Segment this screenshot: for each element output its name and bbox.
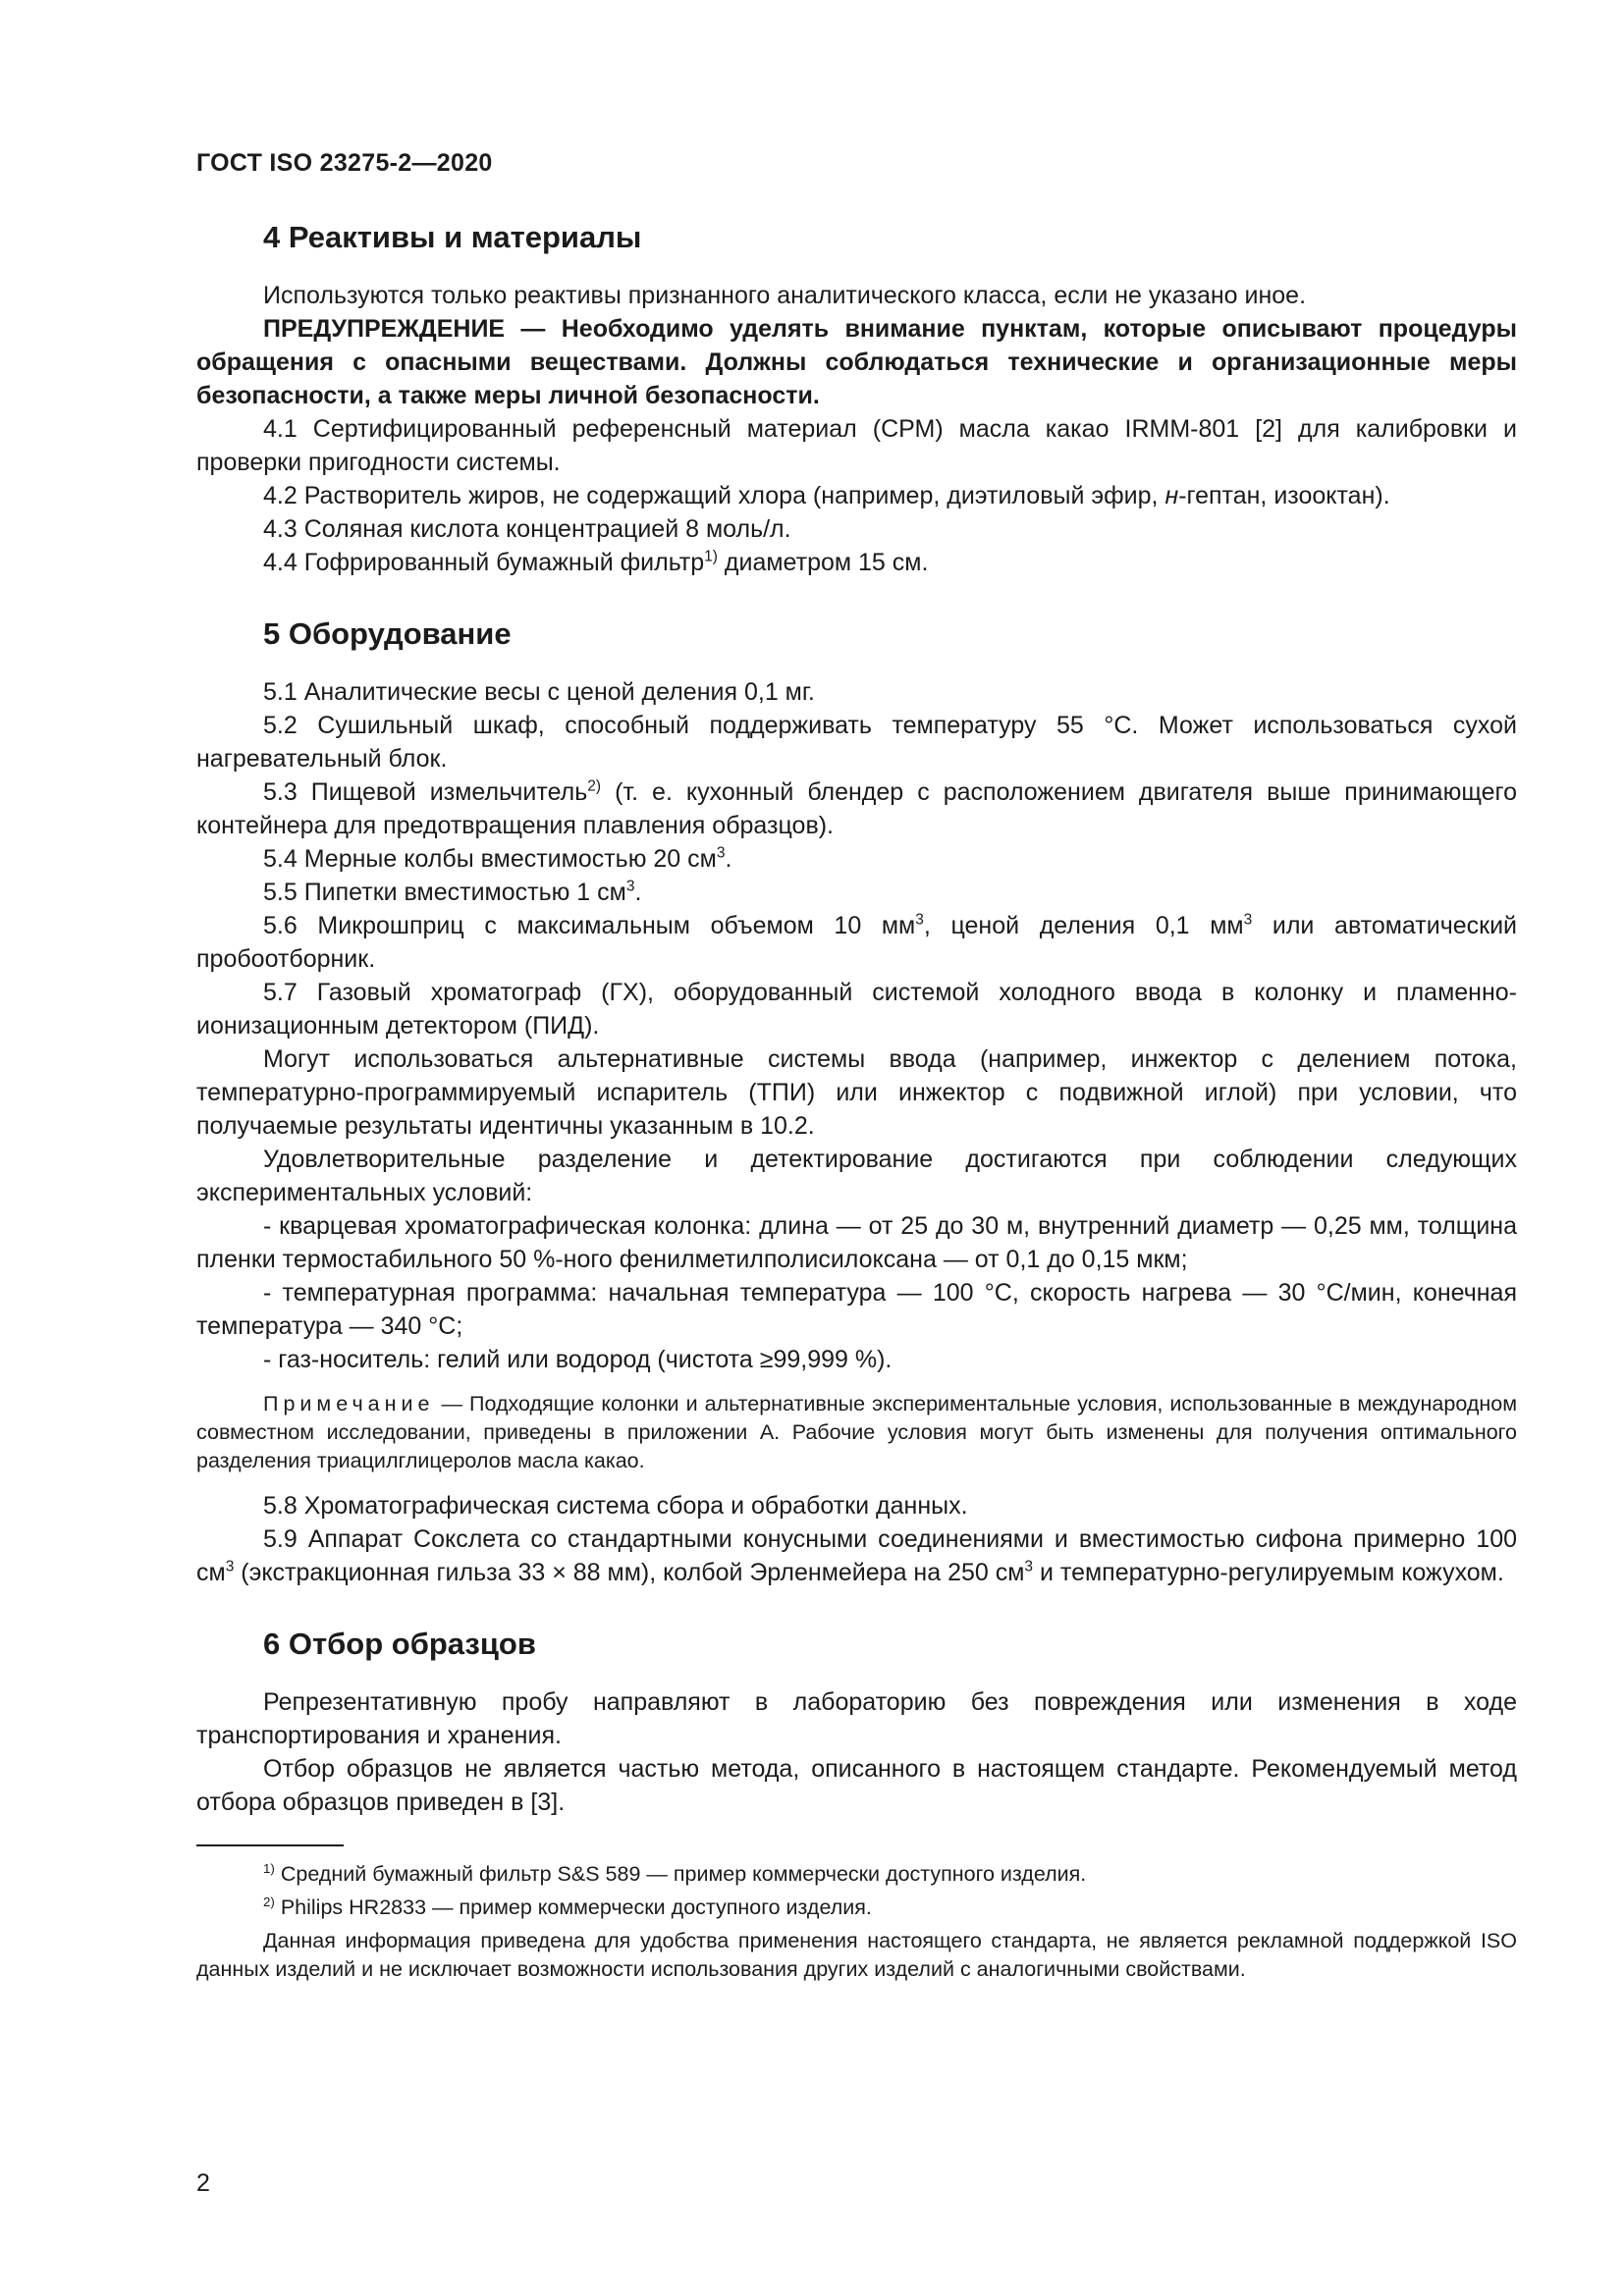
item-4-2: 4.2 Растворитель жиров, не содержащий хлора (например, диэтиловый эфир, н-гептан, изооктан).: [263, 482, 1390, 509]
item-4-4: 4.4 Гофрированный бумажный фильтр$^{1)}$ диаметром 15 см.: [263, 548, 929, 576]
footnote-divider: [196, 1844, 344, 1846]
document-page: [196, 0, 1517, 2296]
item-5-9: 5.9 Аппарат Сокслета со стандартными конусными соединениями и вместимостью сифона примерно 100 $см^3$ (экстракционная гильза 33 × 88 мм), колбой Эрленмейера на 250 $см^3$ и температурно-регулируемым кожухом.: [196, 1525, 1517, 1586]
footnote-ref-1: 1): [704, 548, 718, 565]
item-5-6: 5.6 Микрошприц с максимальным объемом 10 $мм^3$, ценой деления 0,1 $мм^3$ или автоматический пробоотборник.: [196, 911, 1517, 973]
sec5-note: Примечание — Подходящие колонки и альтернативные экспериментальные условия, использованные в международном совместном исследовании, приведены в приложении А. Рабочие условия могут быть изменены для получения оптимального разделения триацилглицеролов масла какао.: [196, 1392, 1517, 1472]
condition-column: - кварцевая хроматографическая колонка: длина — от 25 до 30 м, внутренний диаметр — 0,25 мм, толщина пленки термостабильного 50 %-ного фенилметилполисилоксана — от 0,1 до 0,15 мкм;: [196, 1212, 1517, 1273]
condition-carrier-gas: - газ-носитель: гелий или водород (чистота ≥99,999 %).: [263, 1346, 893, 1373]
item-4-1: 4.1 Сертифицированный референсный материал (СРМ) масла какао IRMM-801 [2] для калибровки и проверки пригодности системы.: [196, 415, 1517, 476]
section-4-title: 4 Реактивы и материалы: [263, 220, 642, 254]
document-header: ГОСТ ISO 23275-2—2020: [196, 149, 493, 177]
footnote-2: $^{2)}$ Philips HR2833 — пример коммерчески доступного изделия.: [263, 1894, 872, 1919]
section-5-title: 5 Оборудование: [263, 616, 512, 651]
item-5-8: 5.8 Хроматографическая система сбора и обработки данных.: [263, 1492, 968, 1520]
section-6-title: 6 Отбор образцов: [263, 1627, 536, 1661]
item-5-7: 5.7 Газовый хроматограф (ГХ), оборудованный системой холодного ввода в колонку и пламенно-ионизационным детектором (ПИД).: [196, 979, 1517, 1040]
item-5-5: 5.5 Пипетки вместимостью 1 $см^3$.: [263, 878, 642, 906]
footnote-ref-2: 2): [587, 777, 602, 795]
footnote-1: $^{1)}$ Средний бумажный фильтр S&S 589 — пример коммерчески доступного изделия.: [263, 1860, 1087, 1886]
page-number: 2: [196, 2169, 210, 2197]
sec6-paragraph-2: Отбор образцов не является частью метода, описанного в настоящем стандарте. Рекомендуемый метод отбора образцов приведен в [3].: [196, 1755, 1517, 1816]
footnote-disclaimer: Данная информация приведена для удобства применения настоящего стандарта, не является рекламной поддержкой ISO данных изделий и не исключает возможности использования других изделий с аналогичными свойствами.: [196, 1929, 1517, 1981]
sec6-paragraph-1: Репрезентативную пробу направляют в лабораторию без повреждения или изменения в ходе транспортирования и хранения.: [196, 1688, 1517, 1749]
item-5-1: 5.1 Аналитические весы с ценой деления 0,1 мг.: [263, 678, 815, 706]
item-5-4: 5.4 Мерные колбы вместимостью 20 $см^3$.: [263, 844, 732, 873]
sec5-conditions: Удовлетворительные разделение и детектирование достигаются при соблюдении следующих экспериментальных условий:: [196, 1146, 1517, 1206]
item-4-3: 4.3 Соляная кислота концентрацией 8 моль/л.: [263, 515, 791, 543]
sec4-warning: ПРЕДУПРЕЖДЕНИЕ — Необходимо уделять внимание пунктам, которые описывают процедуры обращения с опасными веществами. Должны соблюдаться технические и организационные меры безопасности, а также меры личной безопасности.: [196, 315, 1517, 409]
sec4-intro: Используются только реактивы признанного аналитического класса, если не указано иное.: [263, 282, 1307, 309]
item-5-2: 5.2 Сушильный шкаф, способный поддерживать температуру 55 °С. Может использоваться сухой нагревательный блок.: [196, 712, 1517, 773]
item-5-3: 5.3 Пищевой измельчитель$^{2)}$ (т. е. кухонный блендер с расположением двигателя выше принимающего контейнера для предотвращения плавления образцов).: [196, 777, 1517, 839]
sec5-alt-systems: Могут использоваться альтернативные системы ввода (например, инжектор с делением потока, температурно-программируемый испаритель (ТПИ) или инжектор с подвижной иглой) при условии, что получаемые результаты идентичны указанным в 10.2.: [196, 1045, 1517, 1140]
document-body: [196, 218, 1517, 1989]
condition-temperature: - температурная программа: начальная температура — 100 °С, скорость нагрева — 30 °С/мин, конечная температура — 340 °С;: [196, 1279, 1517, 1340]
